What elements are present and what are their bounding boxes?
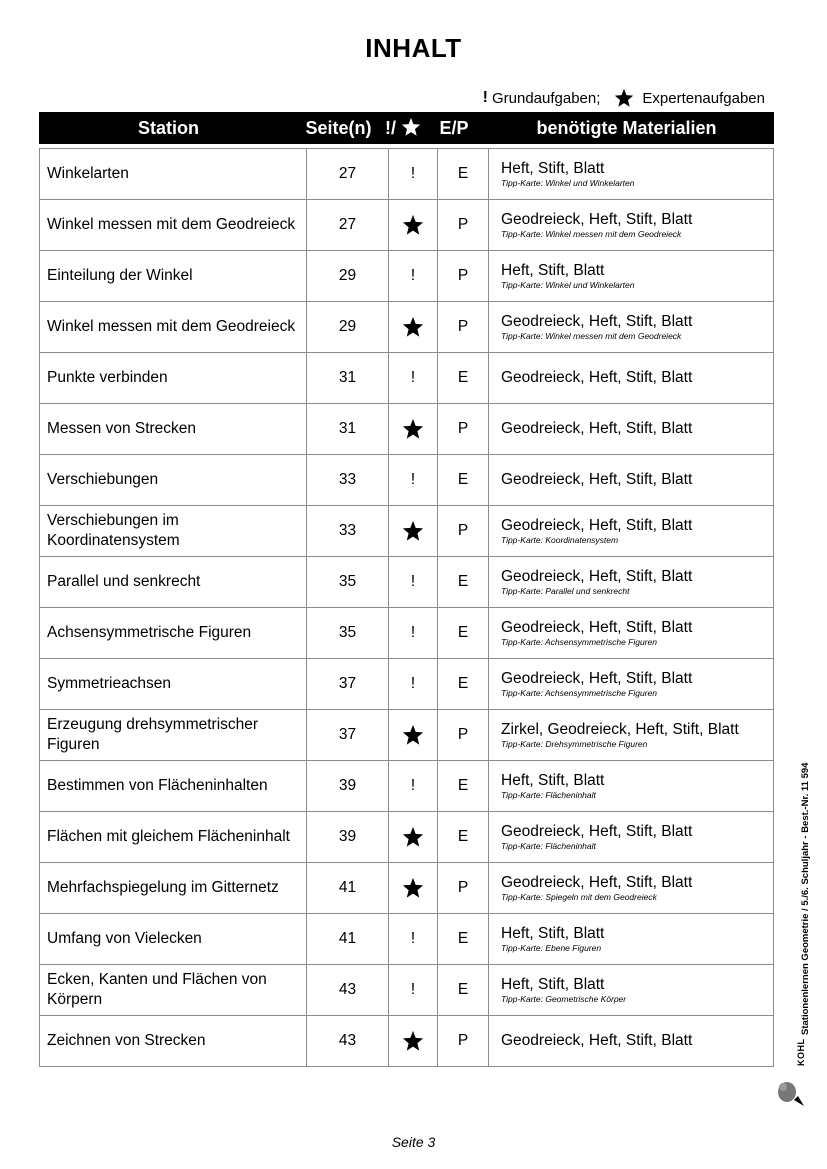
ep-cell: P [438,200,489,251]
materials-cell [489,149,774,200]
table-row [40,1016,774,1067]
table-row [40,557,774,608]
ep-cell: P [438,302,489,353]
type-cell [389,914,438,965]
type-cell [389,557,438,608]
table-row [40,455,774,506]
star-icon [402,724,424,746]
tip-card-text: Tipp-Karte: Flächeninhalt [501,841,596,851]
page-title: INHALT [365,33,462,63]
tip-card-text: Tipp-Karte: Drehsymmetrische Figuren [501,739,648,749]
page-cell: 31 [307,404,389,455]
star-icon [401,117,421,137]
table-header [39,112,774,144]
table-row [40,914,774,965]
exclamation-icon: ! [410,369,416,386]
materials-text: Zirkel, Geodreieck, Heft, Stift, Blatt [501,721,739,738]
materials-text: Geodreieck, Heft, Stift, Blatt [501,619,693,636]
exclamation-icon: ! [410,981,416,998]
materials-cell [489,812,774,863]
station-cell: Messen von Strecken [40,404,307,455]
station-cell: Symmetrieachsen [40,659,307,710]
table-row [40,353,774,404]
content-table [39,148,774,1067]
tip-card-text: Tipp-Karte: Achsensymmetrische Figuren [501,688,657,698]
tip-card-text: Tipp-Karte: Spiegeln mit dem Geodreieck [501,892,657,902]
type-cell [389,761,438,812]
ep-cell: E [438,812,489,863]
exclamation-icon: ! [410,624,416,641]
page-cell: 39 [307,812,389,863]
ep-cell: P [438,1016,489,1067]
mascot-icon [774,1078,808,1108]
station-cell: Ecken, Kanten und Flächen von Körpern [40,965,307,1016]
ep-cell: E [438,149,489,200]
exclamation-icon: ! [410,675,416,692]
ep-cell: E [438,455,489,506]
materials-text: Geodreieck, Heft, Stift, Blatt [501,874,693,891]
header-type [379,112,427,144]
ep-cell: E [438,353,489,404]
star-icon [402,418,424,440]
exclamation-icon: ! [410,471,416,488]
header-station: Station [138,118,199,138]
type-cell [389,710,438,761]
materials-cell [489,965,774,1016]
station-cell: Erzeugung drehsymmetrischer Figuren [40,710,307,761]
materials-cell [489,761,774,812]
ep-cell: P [438,710,489,761]
sidebar-text: Stationenlernen Geometrie / 5./6. Schuljahr - Best.-Nr. 11 594 [800,762,811,1035]
ep-cell: E [438,761,489,812]
ep-cell: P [438,251,489,302]
materials-cell [489,251,774,302]
materials-cell [489,914,774,965]
tip-card-text: Tipp-Karte: Winkel und Winkelarten [501,178,635,188]
table-row [40,710,774,761]
station-cell: Winkel messen mit dem Geodreieck [40,302,307,353]
station-cell: Mehrfachspiegelung im Gitternetz [40,863,307,914]
materials-text: Geodreieck, Heft, Stift, Blatt [501,211,693,228]
station-cell: Parallel und senkrecht [40,557,307,608]
ep-cell: P [438,404,489,455]
table-row [40,863,774,914]
ep-cell: E [438,659,489,710]
star-icon [402,1030,424,1052]
materials-text: Geodreieck, Heft, Stift, Blatt [501,670,693,687]
page-cell: 41 [307,914,389,965]
star-icon [402,214,424,236]
page-cell: 33 [307,506,389,557]
type-cell [389,149,438,200]
ep-cell: E [438,965,489,1016]
legend [483,88,765,108]
page-cell: 29 [307,302,389,353]
type-cell [389,404,438,455]
materials-cell [489,1016,774,1067]
page-number: Seite 3 [391,1134,436,1150]
type-cell [389,200,438,251]
materials-text: Heft, Stift, Blatt [501,925,605,942]
tip-card-text: Tipp-Karte: Winkel messen mit dem Geodreieck [501,229,682,239]
star-icon [402,316,424,338]
materials-cell [489,353,774,404]
table-row [40,659,774,710]
type-cell [389,965,438,1016]
page-cell: 31 [307,353,389,404]
materials-cell [489,659,774,710]
page-cell: 27 [307,149,389,200]
tip-card-text: Tipp-Karte: Parallel und senkrecht [501,586,630,596]
station-cell: Achsensymmetrische Figuren [40,608,307,659]
header-ep: E/P [439,118,469,138]
materials-cell [489,608,774,659]
page-cell: 39 [307,761,389,812]
tip-card-text: Tipp-Karte: Koordinatensystem [501,535,619,545]
table-row [40,200,774,251]
materials-text: Geodreieck, Heft, Stift, Blatt [501,823,693,840]
legend-expert-label: Expertenaufgaben [642,89,765,107]
tip-card-text: Tipp-Karte: Winkel messen mit dem Geodreieck [501,331,682,341]
exclamation-icon: ! [410,930,416,947]
station-cell: Verschiebungen im Koordinatensystem [40,506,307,557]
materials-text: Geodreieck, Heft, Stift, Blatt [501,471,693,488]
tip-card-text: Tipp-Karte: Winkel und Winkelarten [501,280,635,290]
type-cell [389,251,438,302]
tip-card-text: Tipp-Karte: Geometrische Körper [501,994,627,1004]
materials-text: Geodreieck, Heft, Stift, Blatt [501,517,693,534]
materials-cell [489,200,774,251]
type-cell [389,1016,438,1067]
star-icon [402,826,424,848]
ep-cell: P [438,506,489,557]
table-row [40,302,774,353]
table-row [40,149,774,200]
table-row [40,506,774,557]
materials-text: Geodreieck, Heft, Stift, Blatt [501,313,693,330]
page-cell: 43 [307,1016,389,1067]
page-cell: 29 [307,251,389,302]
ep-cell: E [438,914,489,965]
page-cell: 35 [307,557,389,608]
page-cell: 27 [307,200,389,251]
table-row [40,251,774,302]
table-row [40,404,774,455]
star-icon [402,877,424,899]
type-cell [389,863,438,914]
station-cell: Bestimmen von Flächeninhalten [40,761,307,812]
exclamation-icon: ! [410,777,416,794]
materials-cell [489,404,774,455]
tip-card-text: Tipp-Karte: Flächeninhalt [501,790,596,800]
exclamation-icon: ! [410,573,416,590]
table-row [40,608,774,659]
page-cell: 41 [307,863,389,914]
table-row [40,812,774,863]
page-cell: 35 [307,608,389,659]
publisher-logo: KOHL [796,1038,806,1066]
star-icon [402,520,424,542]
page-cell: 33 [307,455,389,506]
station-cell: Winkel messen mit dem Geodreieck [40,200,307,251]
header-type-prefix: !/ [384,118,396,138]
materials-text: Heft, Stift, Blatt [501,976,605,993]
materials-cell [489,506,774,557]
materials-cell [489,455,774,506]
station-cell: Flächen mit gleichem Flächeninhalt [40,812,307,863]
materials-text: Heft, Stift, Blatt [501,772,605,789]
materials-text: Geodreieck, Heft, Stift, Blatt [501,420,693,437]
station-cell: Winkelarten [40,149,307,200]
materials-cell [489,302,774,353]
exclamation-icon: ! [482,89,488,106]
table-row [40,965,774,1016]
type-cell [389,608,438,659]
header-materials: benötigte Materialien [536,118,717,138]
ep-cell: E [438,557,489,608]
ep-cell: E [438,608,489,659]
page-cell: 37 [307,659,389,710]
materials-cell [489,710,774,761]
station-cell: Einteilung der Winkel [40,251,307,302]
type-cell [389,455,438,506]
star-icon [614,88,634,108]
exclamation-icon: ! [410,267,416,284]
tip-card-text: Tipp-Karte: Ebene Figuren [501,943,602,953]
header-pages: Seite(n) [305,118,372,138]
materials-text: Geodreieck, Heft, Stift, Blatt [501,1032,693,1049]
tip-card-text: Tipp-Karte: Achsensymmetrische Figuren [501,637,657,647]
type-cell [389,302,438,353]
exclamation-icon: ! [410,165,416,182]
page-cell: 37 [307,710,389,761]
materials-cell [489,863,774,914]
type-cell [389,353,438,404]
materials-text: Geodreieck, Heft, Stift, Blatt [501,369,693,386]
ep-cell: P [438,863,489,914]
legend-basic-label: Grundaufgaben; [491,89,601,107]
materials-cell [489,557,774,608]
type-cell [389,659,438,710]
table-row [40,761,774,812]
page-cell: 43 [307,965,389,1016]
station-cell: Zeichnen von Strecken [40,1016,307,1067]
station-cell: Punkte verbinden [40,353,307,404]
materials-text: Heft, Stift, Blatt [501,160,605,177]
type-cell [389,812,438,863]
materials-text: Geodreieck, Heft, Stift, Blatt [501,568,693,585]
type-cell [389,506,438,557]
station-cell: Verschiebungen [40,455,307,506]
materials-text: Heft, Stift, Blatt [501,262,605,279]
station-cell: Umfang von Vielecken [40,914,307,965]
